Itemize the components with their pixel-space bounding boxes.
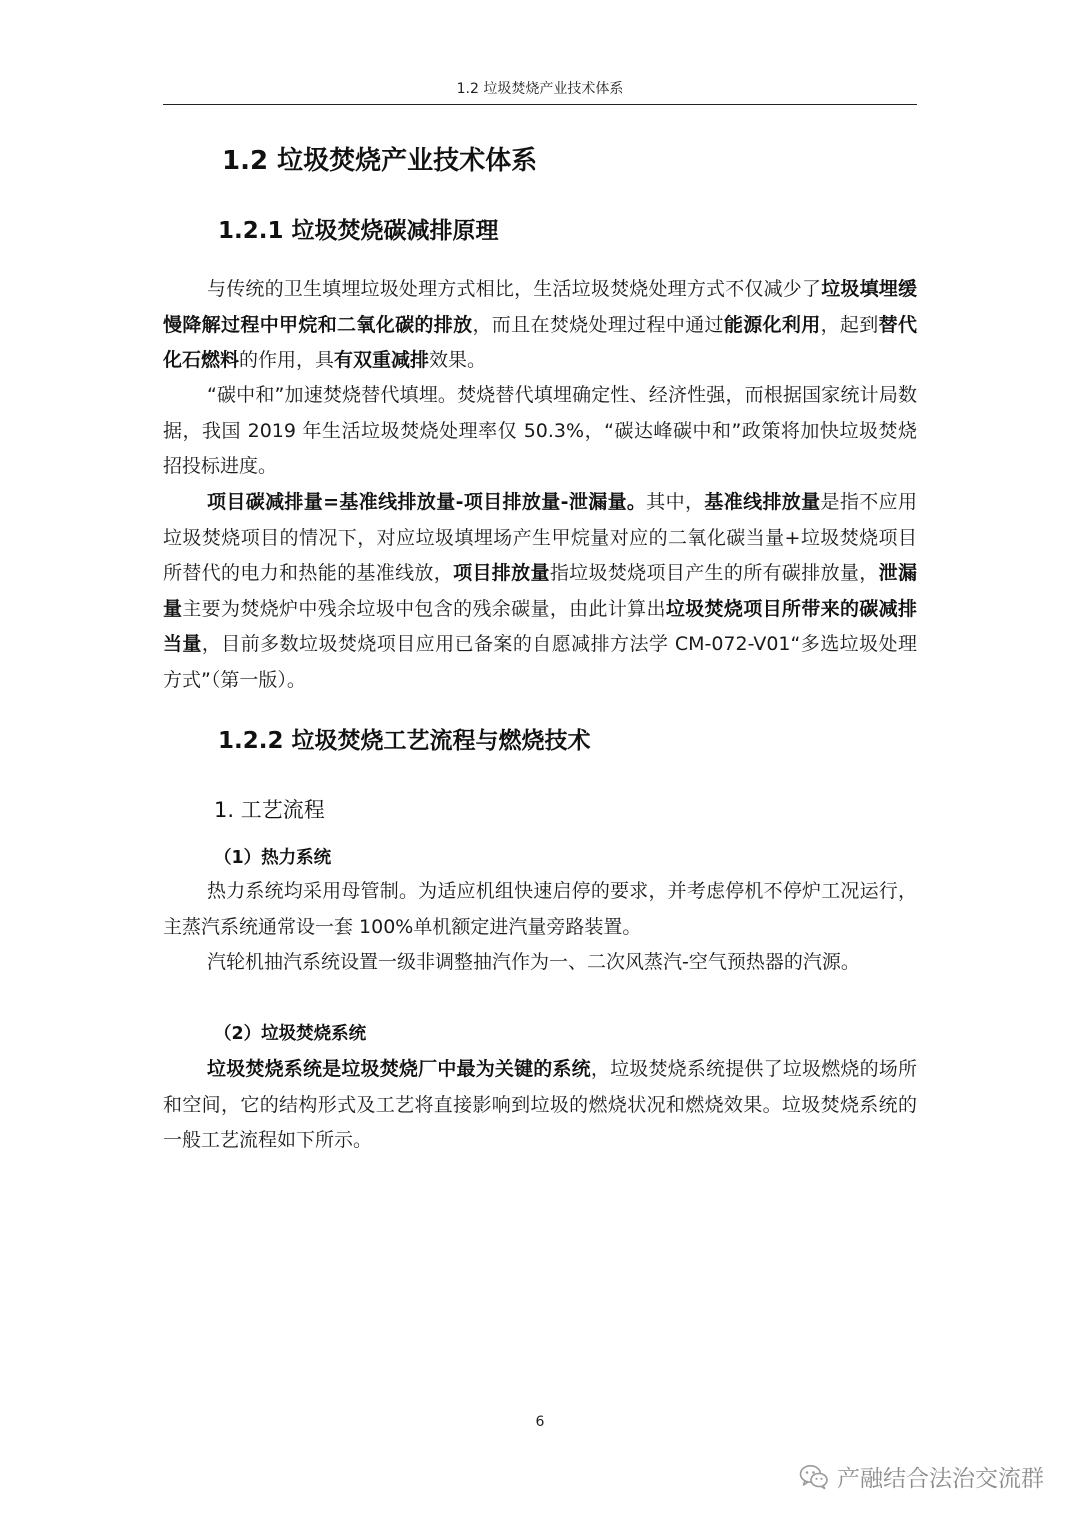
item-title-process-flow: 1. 工艺流程 [214,798,325,822]
paragraph-reduction-formula: 项目碳减排量=基准线排放量-项目排放量-泄漏量。其中，基准线排放量是指不应用垃圾焚烧项目的情况下，对应垃圾填埋场产生甲烷量对应的二氧化碳当量+垃圾焚烧项目所替代的电力和热能的基准线放，项目排放量指垃圾焚烧项目产生的所有碳排放量，泄漏量主要为焚烧炉中残余垃圾中包含的残余碳量，由此计算出垃圾焚烧项目所带来的碳减排当量，目前多数垃圾焚烧项目应用已备案的自愿减排方法学 CM-072-V01“多选垃圾处理方式”（第一版）。 [163,491,917,691]
subsection-title-1-2-1: 1.2.1 垃圾焚烧碳减排原理 [218,218,499,244]
watermark-text: 产融结合法治交流群 [837,1466,1044,1492]
sub-item-title-thermal-system: （1）热力系统 [214,848,332,868]
running-header: 1.2 垃圾焚烧产业技术体系 [456,81,624,97]
sub-item-title-incineration-system: （2）垃圾焚烧系统 [214,1024,367,1044]
wechat-icon [799,1464,829,1490]
paragraph-carbon-reduction-principle: 与传统的卫生填埋垃圾处理方式相比，生活垃圾焚烧处理方式不仅减少了垃圾填埋缓慢降解过程中甲烷和二氧化碳的排放，而且在焚烧处理过程中通过能源化利用，起到替代化石燃料的作用，具有双重减排效果。 [163,278,917,371]
paragraph-incineration-system: 垃圾焚烧系统是垃圾焚烧厂中最为关键的系统，垃圾焚烧系统提供了垃圾燃烧的场所和空间，它的结构形式及工艺将直接影响到垃圾的燃烧状况和燃烧效果。垃圾焚烧系统的一般工艺流程如下所示。 [163,1058,917,1151]
subsection-title-1-2-2: 1.2.2 垃圾焚烧工艺流程与燃烧技术 [218,728,591,754]
paragraph-thermal-system: 热力系统均采用母管制。为适应机组快速启停的要求，并考虑停机不停炉工况运行，主蒸汽系统通常设一套 100%单机额定进汽量旁路装置。 [163,880,917,938]
paragraph-turbine-extraction: 汽轮机抽汽系统设置一级非调整抽汽作为一、二次风蒸汽-空气预热器的汽源。 [207,951,860,973]
section-title: 1.2 垃圾焚烧产业技术体系 [222,146,538,176]
watermark [799,1460,1044,1493]
page-number: 6 [535,1414,545,1430]
paragraph-carbon-neutral: “碳中和”加速焚烧替代填埋。焚烧替代填埋确定性、经济性强，而根据国家统计局数据，我国 2019 年生活垃圾焚烧处理率仅 50.3%，“碳达峰碳中和”政策将加快垃圾焚烧招投标进度。 [163,384,917,477]
header-divider [163,104,917,105]
